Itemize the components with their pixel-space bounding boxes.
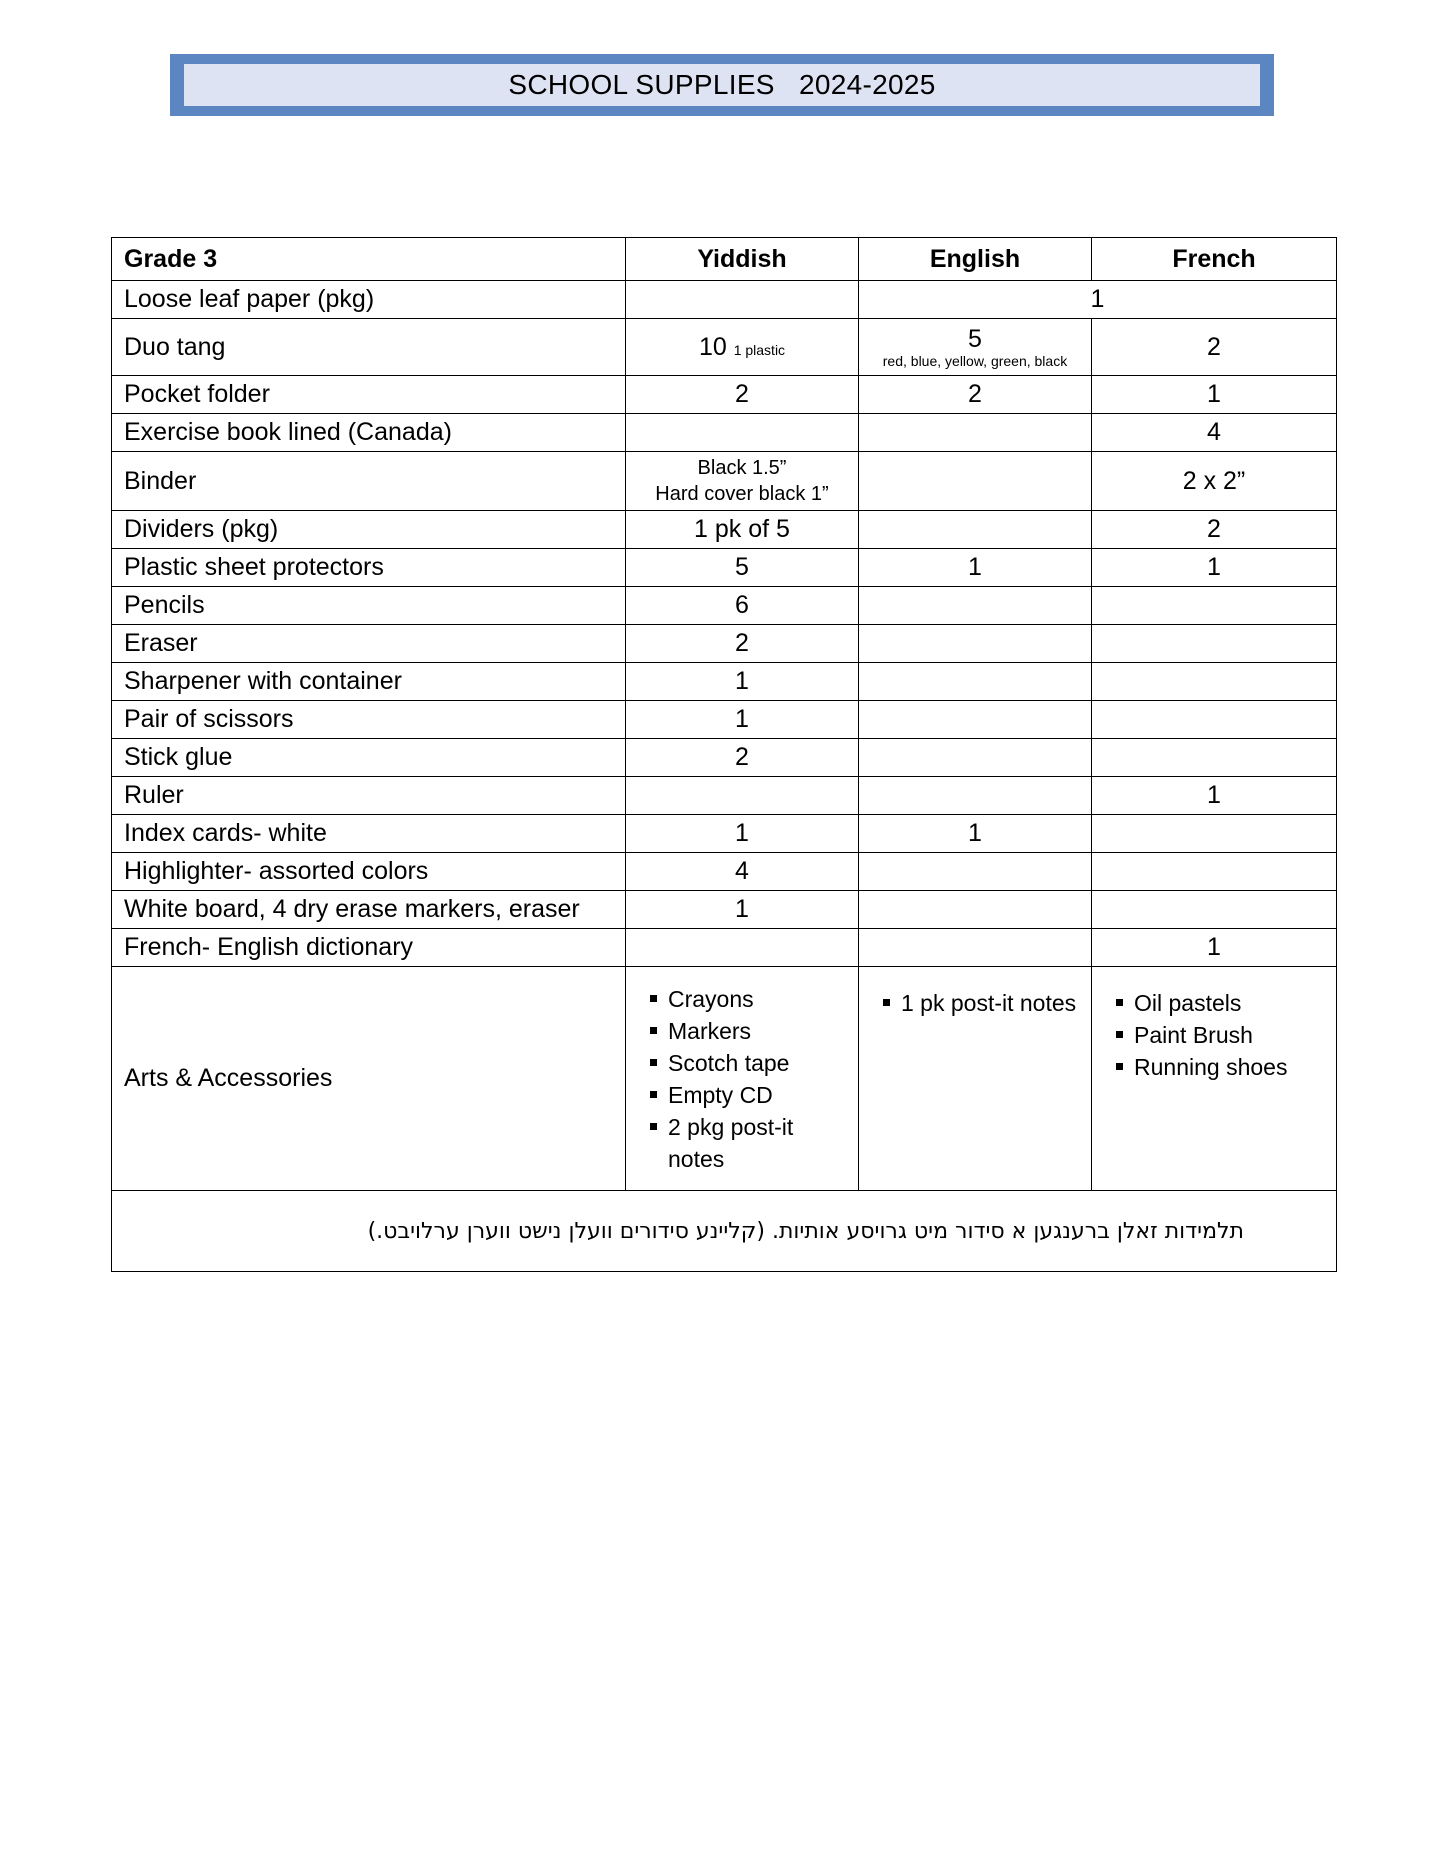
table-row [112, 414, 1337, 452]
english-cell [859, 777, 1092, 815]
list-item: Markers [638, 1015, 846, 1047]
english-cell [859, 587, 1092, 625]
yiddish-cell: 1 [626, 815, 859, 853]
french-cell: 1 [1092, 376, 1337, 414]
item-name: Pencils [112, 587, 626, 625]
french-cell [1092, 587, 1337, 625]
french-cell [1092, 853, 1337, 891]
french-cell [1092, 739, 1337, 777]
yiddish-note: 1 plastic [733, 341, 786, 358]
yiddish-cell: 5 [626, 549, 859, 587]
english-cell: 1 [859, 549, 1092, 587]
item-name: Pocket folder [112, 376, 626, 414]
french-cell [1092, 663, 1337, 701]
header-row [112, 238, 1337, 281]
table-row [112, 511, 1337, 549]
french-cell [1092, 701, 1337, 739]
yiddish-qty: 10 [698, 332, 727, 361]
item-name: Eraser [112, 625, 626, 663]
item-name: Index cards- white [112, 815, 626, 853]
english-qty: 5 [968, 325, 982, 353]
item-name: Ruler [112, 777, 626, 815]
table-row [112, 929, 1337, 967]
english-french-cell: 1 [859, 281, 1337, 319]
supplies-table [111, 237, 1337, 1272]
french-cell: 2 [1092, 511, 1337, 549]
yiddish-cell [626, 929, 859, 967]
english-cell [859, 511, 1092, 549]
english-cell [859, 739, 1092, 777]
french-cell: 1 [1092, 929, 1337, 967]
item-name: French- English dictionary [112, 929, 626, 967]
yiddish-cell: 1 [626, 891, 859, 929]
yiddish-cell [626, 319, 859, 376]
french-cell [1092, 815, 1337, 853]
table-row [112, 891, 1337, 929]
table-row [112, 625, 1337, 663]
french-cell: 2 x 2” [1092, 452, 1337, 511]
table-row [112, 815, 1337, 853]
header-grade: Grade 3 [112, 238, 626, 281]
english-cell [859, 663, 1092, 701]
yiddish-line: Black 1.5” [697, 457, 787, 479]
table-row [112, 701, 1337, 739]
french-cell: 1 [1092, 777, 1337, 815]
item-name: Pair of scissors [112, 701, 626, 739]
english-cell [859, 319, 1092, 376]
french-cell [1092, 625, 1337, 663]
header-yiddish: Yiddish [626, 238, 859, 281]
title-text: SCHOOL SUPPLIES [508, 69, 775, 100]
table-row [112, 281, 1337, 319]
item-name: Dividers (pkg) [112, 511, 626, 549]
header-english: English [859, 238, 1092, 281]
list-item: Empty CD [638, 1079, 846, 1111]
table-row [112, 663, 1337, 701]
footer-row [112, 1191, 1337, 1272]
table-row [112, 777, 1337, 815]
yiddish-cell: 2 [626, 739, 859, 777]
english-cell: 1 [859, 815, 1092, 853]
item-name: Binder [112, 452, 626, 511]
item-name: Highlighter- assorted colors [112, 853, 626, 891]
list-item: Running shoes [1104, 1051, 1324, 1083]
yiddish-cell [626, 414, 859, 452]
arts-yiddish-cell [626, 967, 859, 1191]
english-note: red, blue, yellow, green, black [882, 353, 1068, 369]
arts-french-list [1104, 987, 1324, 1083]
table-row [112, 376, 1337, 414]
yiddish-cell [626, 777, 859, 815]
item-name: Arts & Accessories [112, 967, 626, 1191]
footer-note: תלמידות זאלן ברענגען א סידור מיט גרויסע אותיות. (קליינע סידורים וועלן נישט ווערן ערלויבט.) [112, 1191, 1337, 1272]
list-item: 1 pk post-it notes [871, 987, 1079, 1019]
yiddish-cell: 1 [626, 701, 859, 739]
english-cell [859, 414, 1092, 452]
table-row [112, 739, 1337, 777]
table-row [112, 587, 1337, 625]
english-cell [859, 853, 1092, 891]
item-name: Loose leaf paper (pkg) [112, 281, 626, 319]
french-cell: 2 [1092, 319, 1337, 376]
arts-english-list [871, 987, 1079, 1019]
header-french: French [1092, 238, 1337, 281]
item-name: Duo tang [112, 319, 626, 376]
yiddish-cell [626, 281, 859, 319]
english-cell [859, 891, 1092, 929]
item-name: Sharpener with container [112, 663, 626, 701]
list-item: Paint Brush [1104, 1019, 1324, 1051]
english-cell: 2 [859, 376, 1092, 414]
yiddish-cell: 1 [626, 663, 859, 701]
arts-english-cell [859, 967, 1092, 1191]
yiddish-line: Hard cover black 1” [655, 483, 829, 505]
arts-french-cell [1092, 967, 1337, 1191]
yiddish-cell: 2 [626, 625, 859, 663]
item-name: Plastic sheet protectors [112, 549, 626, 587]
arts-row [112, 967, 1337, 1191]
english-cell [859, 625, 1092, 663]
item-name: Exercise book lined (Canada) [112, 414, 626, 452]
item-name: Stick glue [112, 739, 626, 777]
list-item: 2 pkg post-it notes [638, 1111, 846, 1175]
table-row [112, 452, 1337, 511]
english-cell [859, 929, 1092, 967]
title-banner [170, 54, 1274, 116]
yiddish-cell: 4 [626, 853, 859, 891]
french-cell [1092, 891, 1337, 929]
title-box [184, 64, 1260, 106]
english-cell [859, 452, 1092, 511]
french-cell: 4 [1092, 414, 1337, 452]
yiddish-cell [626, 452, 859, 511]
yiddish-cell: 1 pk of 5 [626, 511, 859, 549]
french-cell: 1 [1092, 549, 1337, 587]
yiddish-cell: 2 [626, 376, 859, 414]
table-row [112, 853, 1337, 891]
english-cell [859, 701, 1092, 739]
arts-yiddish-list [638, 983, 846, 1175]
list-item: Oil pastels [1104, 987, 1324, 1019]
list-item: Crayons [638, 983, 846, 1015]
list-item: Scotch tape [638, 1047, 846, 1079]
title-year: 2024-2025 [799, 69, 936, 100]
item-name: White board, 4 dry erase markers, eraser [112, 891, 626, 929]
yiddish-cell: 6 [626, 587, 859, 625]
table-row [112, 549, 1337, 587]
table-row [112, 319, 1337, 376]
